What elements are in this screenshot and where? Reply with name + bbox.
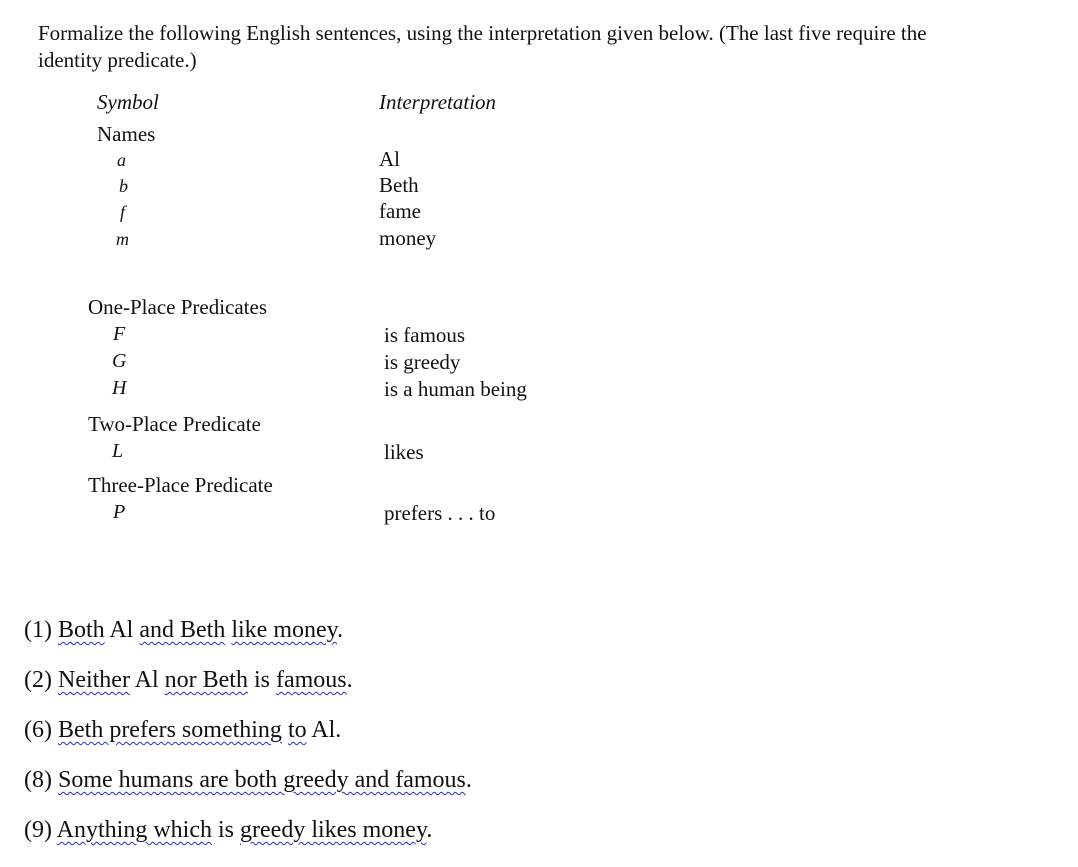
column-header-interpretation: Interpretation <box>379 90 497 114</box>
predicate-symbol: G <box>112 350 127 372</box>
text-fragment: is <box>212 817 241 843</box>
name-interpretation: money <box>379 226 437 250</box>
text-fragment: . <box>337 617 344 643</box>
sentence-number: (8) <box>24 767 58 793</box>
sentence-2 <box>24 667 353 694</box>
predicate-symbol: F <box>113 323 126 345</box>
predicate-symbol: H <box>112 377 127 399</box>
word: to <box>287 717 307 743</box>
sentence-6 <box>24 717 341 744</box>
predicate-interpretation: is famous <box>384 323 466 347</box>
instructions-paragraph <box>38 20 1038 74</box>
text-fragment: Al. <box>306 717 342 743</box>
sentence-9 <box>24 817 432 844</box>
predicate-interpretation: is a human being <box>384 377 527 401</box>
predicate-symbol: P <box>113 501 126 523</box>
word: greedy likes money <box>240 817 427 843</box>
sentence-8 <box>24 767 472 794</box>
name-symbol: a <box>117 150 126 170</box>
word: Anything which <box>56 817 212 843</box>
sentence-1 <box>24 617 343 644</box>
predicate-symbol: L <box>112 440 124 462</box>
word: and Beth <box>139 617 226 643</box>
text-fragment: is <box>247 667 276 693</box>
word: Both <box>57 617 105 643</box>
predicate-interpretation: likes <box>384 440 424 464</box>
name-interpretation: fame <box>379 199 421 223</box>
text-fragment: . <box>465 767 472 793</box>
name-symbol: m <box>116 229 129 249</box>
text-fragment: Al <box>129 667 165 693</box>
name-symbol: f <box>120 202 126 222</box>
text-fragment: . <box>426 817 433 843</box>
two-place-predicate-heading: Two-Place Predicate <box>88 412 261 436</box>
sentence-number: (2) <box>24 667 58 693</box>
three-place-predicate-heading: Three-Place Predicate <box>88 473 273 497</box>
word: like money <box>231 617 338 643</box>
sentence-number: (1) <box>24 617 58 643</box>
one-place-predicates-heading: One-Place Predicates <box>88 295 268 319</box>
word: nor Beth <box>164 667 248 693</box>
word: Neither <box>57 667 130 693</box>
column-header-symbol: Symbol <box>97 90 159 114</box>
word: famous <box>275 667 347 693</box>
name-symbol: b <box>119 176 128 196</box>
instructions-line-2: identity predicate.) <box>38 48 197 72</box>
sentence-number: (9) <box>24 817 57 843</box>
text-fragment: . <box>346 667 353 693</box>
name-interpretation: Al <box>379 147 400 171</box>
word: Beth prefers something <box>57 717 282 743</box>
word: Some humans are both greedy and famous <box>57 767 466 793</box>
instructions-line-1: Formalize the following English sentences, using the interpretation given below. (The last five require the <box>38 21 927 45</box>
names-heading: Names <box>97 122 156 146</box>
name-interpretation: Beth <box>379 173 419 197</box>
text-fragment: Al <box>104 617 140 643</box>
predicate-interpretation: is greedy <box>384 350 461 374</box>
sentence-number: (6) <box>24 717 58 743</box>
predicate-interpretation: prefers . . . to <box>384 501 496 525</box>
